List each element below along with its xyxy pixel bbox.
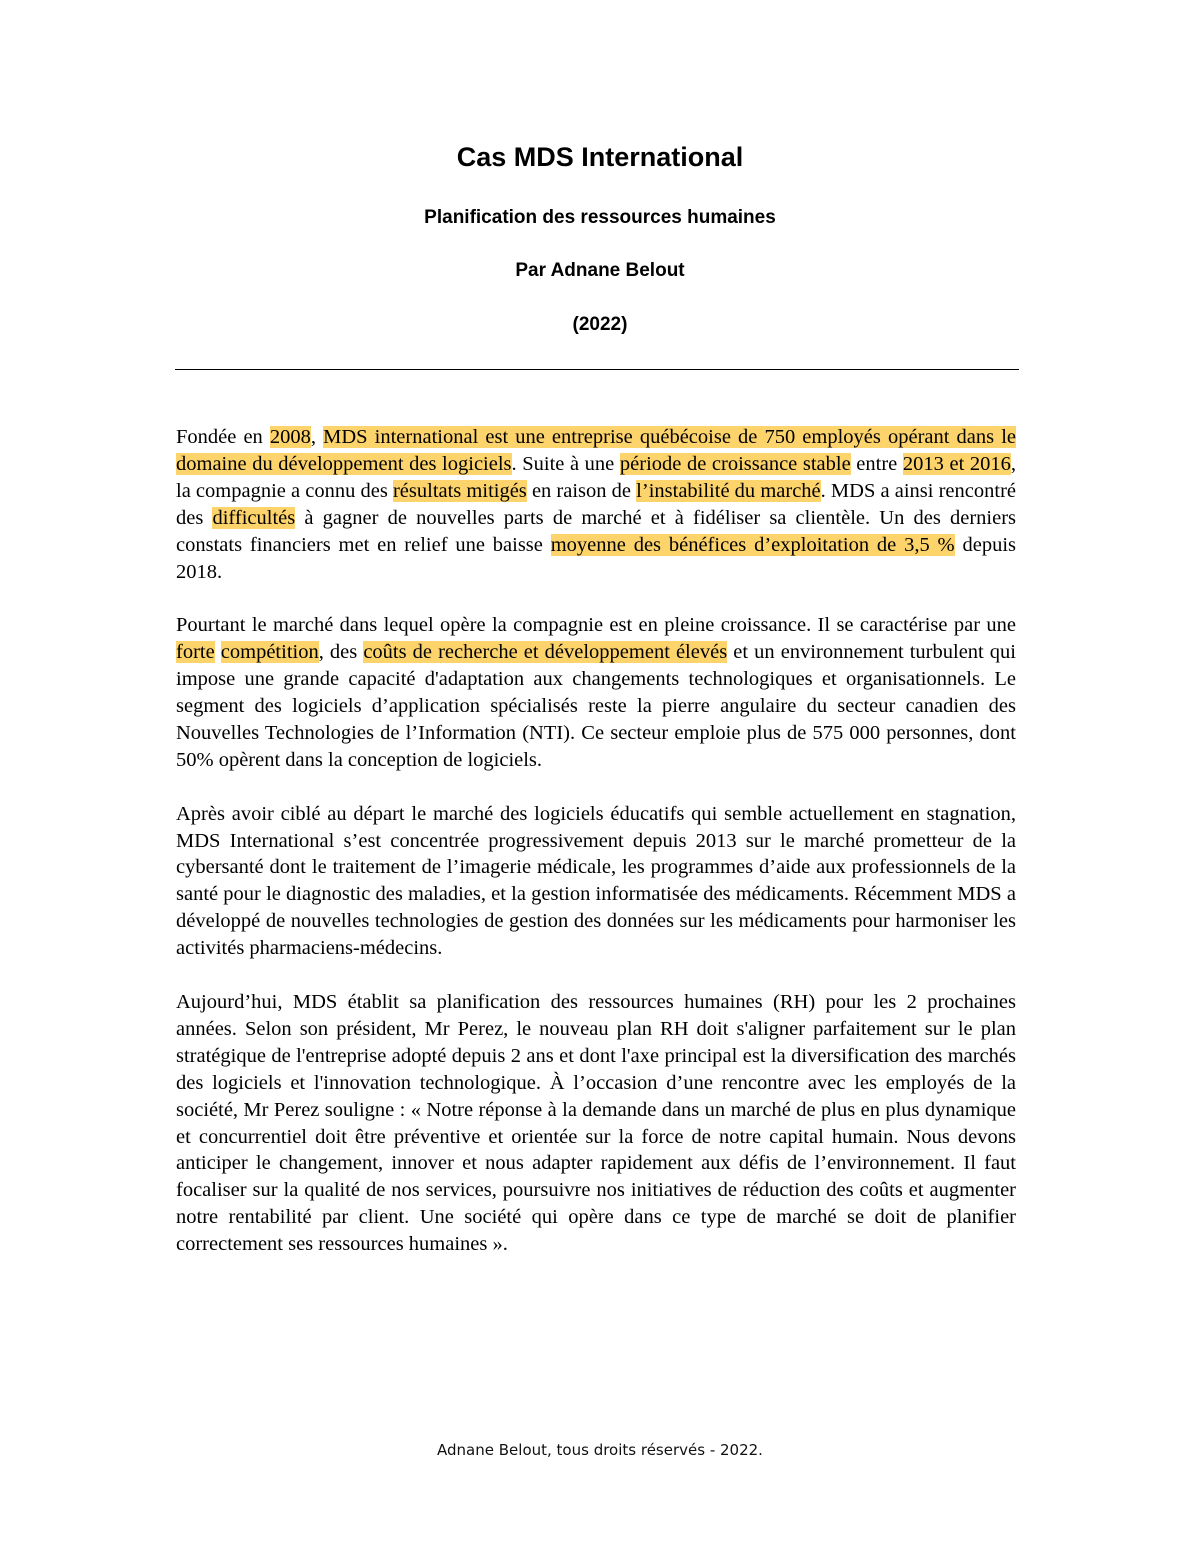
paragraph-text: Aujourd’hui, MDS établit sa planification des ressources humaines (RH) pour les 2 prochaines années. Selon son président, Mr Perez, le nouveau plan RH doit s'aligner parfaitement sur le plan stratégique de l'entreprise adopté depuis 2 ans et dont l'axe principal est la diversification des marchés des logiciels et l'innovation technologique. À l’occasion d’une rencontre avec les employés de la société, Mr Perez souligne : « Notre réponse à la demande dans un marché de plus en plus dynamique et concurrentiel doit être préventive et orientée sur la force de notre capital humain. Nous devons anticiper le changement, innover et nous adapter rapidement aux défis de l’environnement. Il faut focaliser sur la qualité de nos services, poursuivre nos initiatives de réduction des coûts et augmenter notre rentabilité par client. Une société qui opère dans ce type de marché se doit de planifier correctement ses ressources humaines ». xyxy=(176,990,1016,1256)
highlighted-text: forte xyxy=(176,641,215,664)
document-author: Par Adnane Belout xyxy=(515,260,685,281)
highlighted-text: MDS international est une entreprise québécoise de 750 employés opérant dans le domaine du développement des logiciels xyxy=(176,426,1017,475)
body-paragraph xyxy=(176,989,1016,1258)
highlighted-text: résultats mitigés xyxy=(392,479,527,502)
paragraph-text xyxy=(215,641,221,663)
highlighted-text: 2013 et 2016 xyxy=(902,452,1011,475)
document-year: (2022) xyxy=(572,314,628,335)
highlighted-text: 2008 xyxy=(269,426,311,448)
paragraph-text: à gagner de nouvelles parts de marché et à fidéliser sa clientèle. Un des derniers constats financiers met en relief une baisse xyxy=(176,506,1016,556)
highlighted-text: moyenne des bénéfices d’exploitation de 3,5 % xyxy=(550,533,955,556)
paragraph-text: Fondée en xyxy=(176,426,270,448)
paragraph-text: , des xyxy=(318,641,364,664)
document-body xyxy=(176,424,1016,1285)
body-paragraph xyxy=(176,612,1016,773)
paragraph-text: Après avoir ciblé au départ le marché des logiciels éducatifs qui semble actuellement en stagnation, MDS International s’est concentrée progressivement depuis 2013 sur le marché prometteur de la cybersanté dont le traitement de l’imagerie médicale, les programmes d’aide aux professionnels de la santé pour le diagnostic des maladies, et la gestion informatisée des médicaments. Récemment MDS a développé de nouvelles technologies de gestion des données sur les médicaments pour harmoniser les activités pharmaciens-médecins. xyxy=(176,802,1016,960)
highlighted-text: l’instabilité du marché xyxy=(636,479,821,502)
paragraph-text: entre xyxy=(850,452,903,475)
paragraph-text: . MDS a ainsi rencontré des xyxy=(176,479,1016,529)
body-paragraph xyxy=(176,801,1016,962)
paragraph-text: en raison de xyxy=(526,479,637,502)
highlighted-text: difficultés xyxy=(212,506,296,529)
document-title: Cas MDS International xyxy=(456,142,744,172)
highlighted-text: période de croissance stable xyxy=(619,452,851,475)
paragraph-text: , la compagnie a connu des xyxy=(176,452,1016,502)
paragraph-text: et un environnement turbulent qui impose une grande capacité d'adaptation aux changements technologiques et organisationnels. Le segment des logiciels d’application spécialisés reste la pierre angulaire du secteur canadien des Nouvelles Technologies de l’Information (NTI). Ce secteur emploie plus de 575 000 personnes, dont 50% opèrent dans la conception de logiciels. xyxy=(176,641,1017,771)
page-footer: Adnane Belout, tous droits réservés - 2022. xyxy=(437,1441,763,1459)
body-paragraph xyxy=(176,424,1016,585)
paragraph-text: depuis 2018. xyxy=(176,533,1016,583)
paragraph-text: Pourtant le marché dans lequel opère la compagnie est en pleine croissance. Il se caractérise par une xyxy=(176,614,1016,637)
highlighted-text: compétition xyxy=(220,641,319,664)
paragraph-text: , xyxy=(310,426,324,448)
header-divider xyxy=(175,369,1019,370)
document-subtitle: Planification des ressources humaines xyxy=(424,207,776,228)
paragraph-text: . Suite à une xyxy=(511,452,620,475)
highlighted-text: coûts de recherche et développement élevés xyxy=(363,641,728,664)
